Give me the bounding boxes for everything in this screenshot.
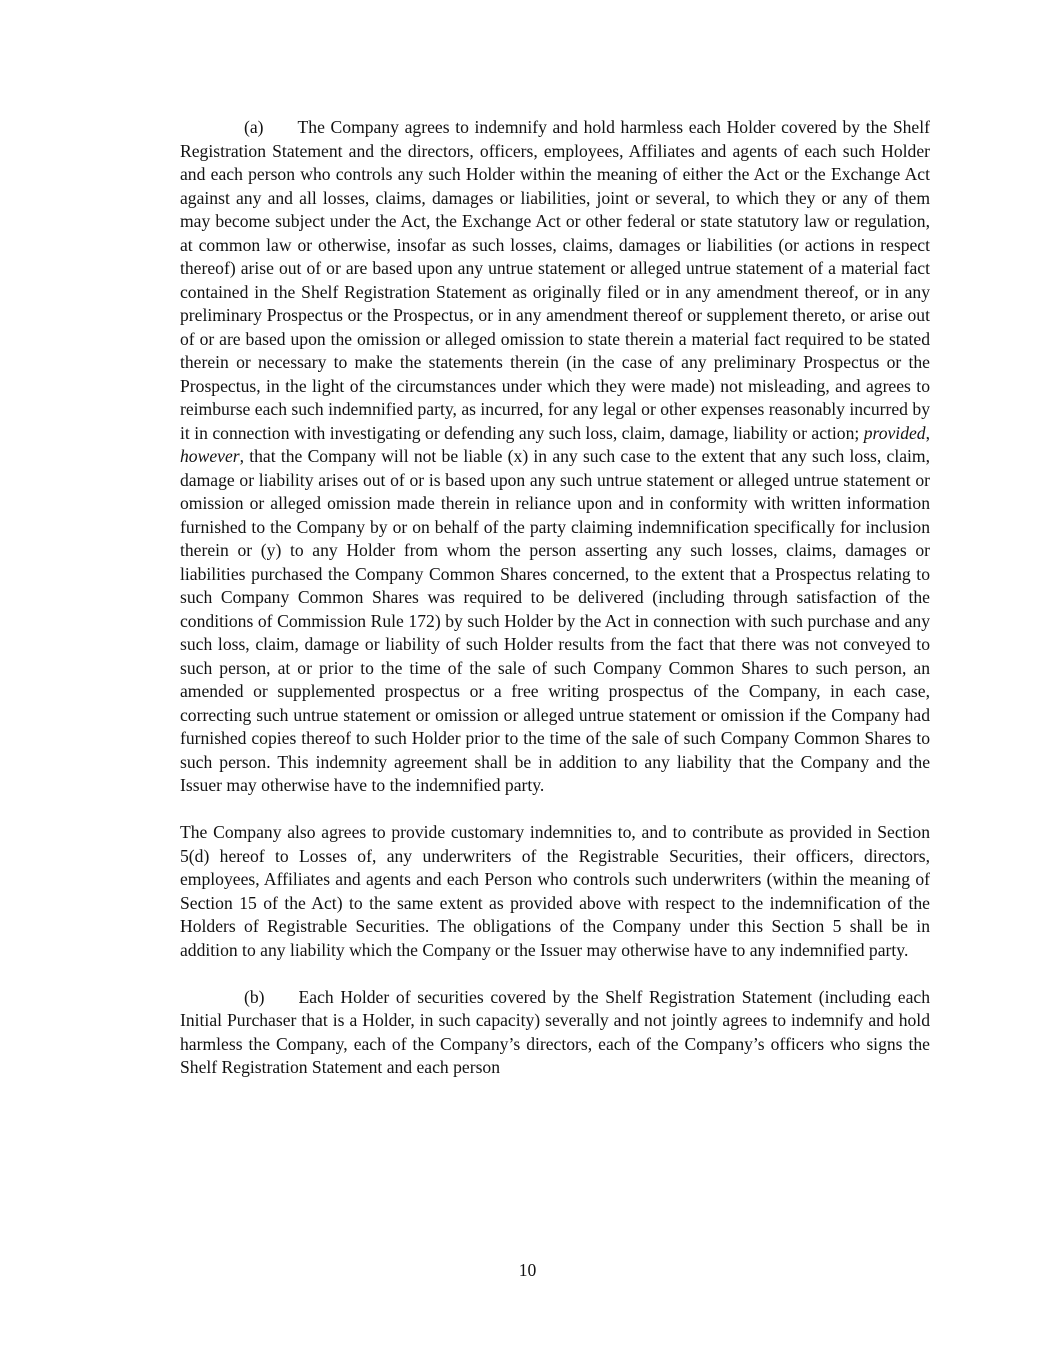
clause-label-b: (b) bbox=[244, 986, 265, 1007]
paragraph-b bbox=[180, 986, 930, 1080]
paragraph-a-text-after-proviso: , that the Company will not be liable (x) in any such case to the extent that any such loss, claim, damage or liability arises out of or is based upon any such untrue statement or alleged untrue statement or omission or alleged omission made therein in reliance upon and in conformity with written information furnished to the Company by or on behalf of the party claiming indemnification specifically for inclusion therein or (y) to any Holder from whom the person asserting any such losses, claims, damages or liabilities purchased the Company Common Shares concerned, to the extent that a Prospectus relating to such Company Common Shares was required to be delivered (including through satisfaction of the conditions of Commission Rule 172) by such Holder by the Act in connection with such purchase and any such loss, claim, damage or liability of such Holder results from the fact that there was not conveyed to such person, at or prior to the time of the sale of such Company Common Shares to such person, an amended or supplemented prospectus or a free writing prospectus of the Company, in each case, correcting such untrue statement or omission or alleged untrue statement or omission if the Company had furnished copies thereof to such Holder prior to the time of the sale of such Company Common Shares to such person. This indemnity agreement shall be in addition to any liability that the Company and the Issuer may otherwise have to the indemnified party. bbox=[180, 446, 930, 795]
paragraph-b-text: Each Holder of securities covered by the Shelf Registration Statement (including each Initial Purchaser that is a Holder, in such capacity) severally and not jointly agrees to indemnify and hold harmless the Company, each of the Company’s directors, each of the Company’s officers who signs the Shelf Registration Statement and each person bbox=[180, 986, 930, 1077]
paragraph-a-text-before-proviso: The Company agrees to indemnify and hold harmless each Holder covered by the Shelf Registration Statement and the directors, officers, employees, Affiliates and agents of each such Holder and each person who controls any such Holder within the meaning of either the Act or the Exchange Act against any and all losses, claims, damages or liabilities, joint or several, to which they or any of them may become subject under the Act, the Exchange Act or other federal or state statutory law or regulation, at common law or otherwise, insofar as such losses, claims, damages or liabilities (or actions in respect thereof) arise out of or are based upon any untrue statement or alleged untrue statement of a material fact contained in the Shelf Registration Statement as originally filed or in any amendment thereof, or in any preliminary Prospectus or the Prospectus, or in any amendment thereof or supplement thereto, or arise out of or are based upon the omission or alleged omission to state therein a material fact required to be stated therein or necessary to make the statements therein (in the case of any preliminary Prospectus or the Prospectus, in the light of the circumstances under which they were made) not misleading, and agrees to reimburse each such indemnified party, as incurred, for any legal or other expenses reasonably incurred by it in connection with investigating or defending any such loss, claim, damage, liability or action; bbox=[180, 117, 930, 443]
paragraph-a bbox=[180, 116, 930, 798]
clause-label-a: (a) bbox=[244, 117, 264, 137]
page-number: 10 bbox=[518, 1260, 537, 1280]
proviso-separator: , bbox=[925, 422, 930, 443]
proviso-word-however: however bbox=[180, 446, 240, 466]
document-body bbox=[180, 116, 930, 1080]
proviso-word-provided: provided bbox=[863, 422, 926, 443]
paragraph-company-indemnities: The Company also agrees to provide customary indemnities to, and to contribute as provided in Section 5(d) hereof to Losses of, any underwriters of the Registrable Securities, their officers, directors, employees, Affiliates and agents and each Person who controls such underwriters (within the meaning of Section 15 of the Act) to the same extent as provided above with respect to the indemnification of the Holders of Registrable Securities. The obligations of the Company under this Section 5 shall be in addition to any liability which the Company or the Issuer may otherwise have to any indemnified party. bbox=[180, 822, 930, 960]
